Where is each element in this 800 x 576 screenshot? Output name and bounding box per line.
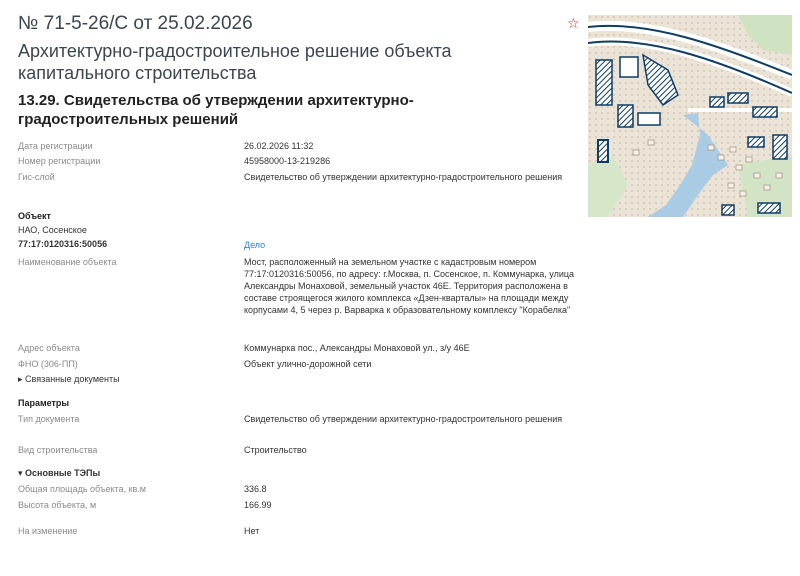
- document-type-title: Архитектурно-градостроительное решение объекта капитального строительства: [18, 41, 452, 83]
- doc-type-value: Свидетельство об утверждении архитектурно-градостроительного решения: [244, 414, 563, 424]
- object-section-title: Объект: [18, 211, 51, 221]
- reg-number-label: Номер регистрации: [18, 156, 101, 166]
- gis-layer-value: Свидетельство об утверждении архитектурно-градостроительного решения: [244, 172, 563, 182]
- fno-value: Объект улично-дорожной сети: [244, 359, 372, 369]
- fno-label: ФНО (306-ПП): [18, 359, 78, 369]
- star-icon[interactable]: ☆: [567, 15, 580, 31]
- gis-layer-label: Гис-слой: [18, 172, 55, 182]
- doc-type-label: Тип документа: [18, 414, 80, 424]
- related-docs-toggle[interactable]: ▸ Связанные документы: [18, 374, 120, 384]
- reg-date-label: Дата регистрации: [18, 141, 93, 151]
- object-district: НАО, Сосенское: [18, 225, 87, 235]
- document-number-title: № 71-5-26/С от 25.02.2026: [18, 13, 253, 34]
- category-subtitle: 13.29. Свидетельства об утверждении архитектурно-градостроительных решений: [18, 92, 414, 128]
- location-map[interactable]: [588, 15, 792, 217]
- build-type-label: Вид строительства: [18, 445, 98, 455]
- object-name-label: Наименование объекта: [18, 257, 117, 267]
- object-address-label: Адрес объекта: [18, 343, 80, 353]
- area-value: 336.8: [244, 484, 267, 494]
- reg-number-value: 45958000-13-219286: [244, 156, 331, 166]
- tep-toggle[interactable]: ▾ Основные ТЭПы: [18, 468, 101, 478]
- map-canvas: [588, 15, 792, 217]
- height-label: Высота объекта, м: [18, 500, 97, 510]
- change-value: Нет: [244, 526, 260, 536]
- object-address-value: Коммунарка пос., Александры Монаховой ул., з/у 46Е: [244, 343, 470, 353]
- case-link[interactable]: Дело: [244, 240, 266, 250]
- area-label: Общая площадь объекта, кв.м: [18, 484, 146, 494]
- height-value: 166.99: [244, 500, 272, 510]
- object-cadastral: 77:17:0120316:50056: [18, 239, 108, 249]
- params-section-title: Параметры: [18, 398, 70, 408]
- object-name-value: Мост, расположенный на земельном участке с кадастровым номером 77:17:0120316:50056, по адресу: г.Москва, п. Сосенское, п. Коммунарка, улица Александры Монаховой, земельный участок 46Е. Территория расположена в составе строящегося жилого комплекса «Дзен-кварталы» на площади между корпусами 4, 5 через р. Варварка к образовательному комплексу "Корабелка": [244, 257, 575, 315]
- change-label: На изменение: [18, 526, 78, 536]
- reg-date-value: 26.02.2026 11:32: [244, 141, 314, 151]
- build-type-value: Строительство: [244, 445, 307, 455]
